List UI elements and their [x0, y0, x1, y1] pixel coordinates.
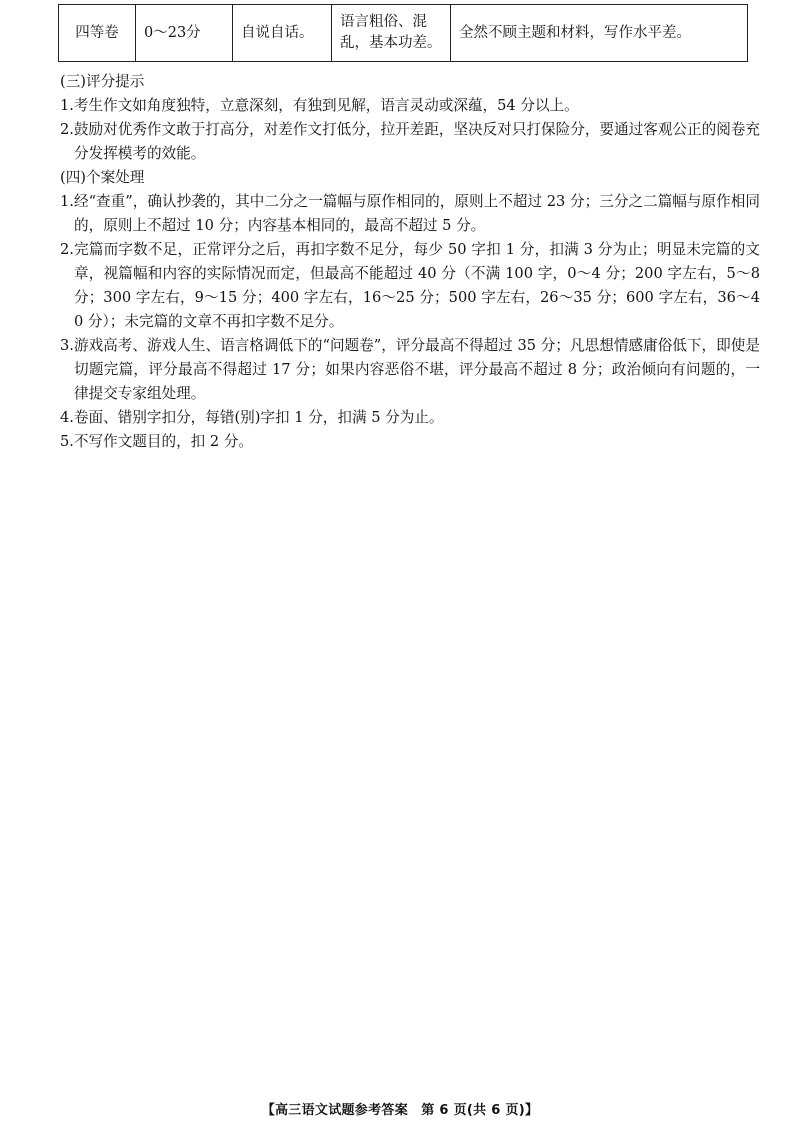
list-item: 1.考生作文如角度独特，立意深刻，有独到见解，语言灵动或深蕴，54 分以上。	[60, 97, 579, 114]
structure-criteria-cell: 全然不顾主题和材料，写作水平差。	[451, 5, 748, 62]
list-item: 1.经“查重”，确认抄袭的，其中二分之一篇幅与原作相同的，原则上不超过 23 分；三分之二篇幅与原作相同的，原则上不超过 10 分；内容基本相同的，最高不超过 5 分。	[60, 193, 760, 234]
content-criteria-cell: 自说自话。	[233, 5, 332, 62]
list-item: 2.完篇而字数不足，正常评分之后，再扣字数不足分，每少 50 字扣 1 分，扣满 3 分为止；明显未完篇的文章，视篇幅和内容的实际情况而定，但最高不能超过 40 分（不满 100 字，0～4 分；200 字左右，5～8 分；300 字左右，9～15 分；400 字左右，16～25 分；500 字左右，26～35 分；600 字左右，36～40 分）；未完篇的文章不再扣字数不足分。	[60, 241, 760, 330]
list-item: 3.游戏高考、游戏人生、语言格调低下的“问题卷”，评分最高不得超过 35 分；凡思想情感庸俗低下，即使是切题完篇，评分最高不得超过 17 分；如果内容恶俗不堪，评分最高不超过 8 分；政治倾向有问题的，一律提交专家组处理。	[60, 337, 760, 402]
list-item: 4.卷面、错别字扣分，每错(别)字扣 1 分，扣满 5 分为止。	[60, 409, 444, 426]
list-item: 5.不写作文题目的，扣 2 分。	[60, 433, 254, 450]
page-footer: 【高三语文试题参考答案 第 6 页(共 6 页)】	[261, 1103, 539, 1118]
grade-cell: 四等卷	[59, 5, 136, 62]
list-item: 2.鼓励对优秀作文敢于打高分，对差作文打低分，拉开差距，坚决反对只打保险分，要通过客观公正的阅卷充分发挥模考的效能。	[60, 121, 760, 162]
document-body	[60, 70, 760, 454]
grading-table	[58, 4, 748, 62]
section-heading-scoring-tips: (三)评分提示	[60, 73, 145, 90]
table-row	[59, 5, 748, 62]
language-criteria-cell: 语言粗俗、混乱，基本功差。	[332, 5, 451, 62]
section-heading-case-handling: (四)个案处理	[60, 169, 145, 186]
score-range-cell: 0～23分	[136, 5, 233, 62]
